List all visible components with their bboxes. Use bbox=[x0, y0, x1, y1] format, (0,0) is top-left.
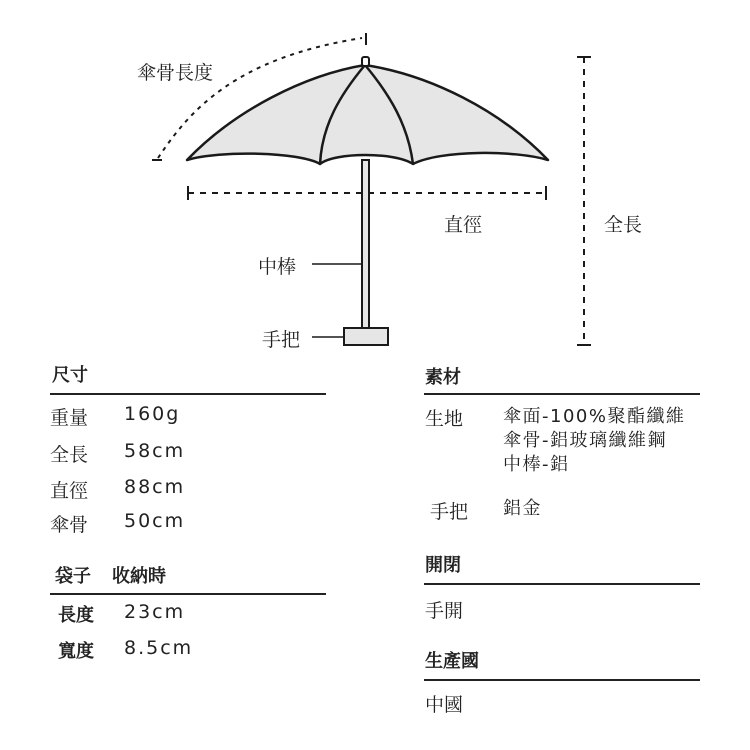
pouch-divider bbox=[50, 593, 326, 595]
shaft-label: 中棒 bbox=[258, 256, 297, 278]
diameter-label: 直徑 bbox=[444, 214, 483, 236]
size-value-length: 58cm bbox=[124, 440, 186, 462]
handle-label: 手把 bbox=[262, 329, 301, 351]
size-key-weight: 重量 bbox=[50, 407, 89, 429]
material-heading: 素材 bbox=[425, 367, 461, 388]
umbrella-canopy bbox=[187, 65, 548, 164]
material-fabric-line-2: 傘骨-鋁玻璃纖維鋼 bbox=[503, 430, 667, 451]
size-heading: 尺寸 bbox=[52, 365, 88, 386]
size-value-weight: 160g bbox=[124, 403, 181, 425]
pouch-key-width: 寬度 bbox=[58, 641, 94, 662]
pouch-heading: 袋子 bbox=[55, 566, 91, 587]
size-key-length: 全長 bbox=[50, 444, 89, 466]
size-value-diameter: 88cm bbox=[124, 476, 186, 498]
opening-value: 手開 bbox=[425, 600, 464, 622]
material-divider bbox=[424, 393, 700, 395]
origin-divider bbox=[424, 679, 700, 681]
pouch-key-length: 長度 bbox=[58, 605, 94, 626]
size-key-rib: 傘骨 bbox=[50, 514, 89, 536]
size-divider bbox=[50, 393, 326, 395]
origin-value: 中國 bbox=[425, 694, 464, 716]
umbrella-tip bbox=[362, 57, 369, 66]
size-value-rib: 50cm bbox=[124, 510, 186, 532]
umbrella-diagram bbox=[0, 0, 750, 360]
total-length-label: 全長 bbox=[604, 214, 643, 236]
pouch-value-length: 23cm bbox=[124, 601, 186, 623]
material-fabric-key: 生地 bbox=[425, 408, 464, 430]
material-fabric-line-3: 中棒-鋁 bbox=[503, 454, 570, 475]
material-handle-key: 手把 bbox=[430, 501, 469, 523]
umbrella-handle bbox=[344, 328, 388, 345]
material-fabric-line-1: 傘面-100%聚酯纖維 bbox=[503, 406, 686, 427]
size-key-diameter: 直徑 bbox=[50, 480, 89, 502]
opening-heading: 開閉 bbox=[425, 555, 461, 576]
rib-length-label: 傘骨長度 bbox=[137, 62, 214, 84]
material-handle-value: 鋁金 bbox=[503, 498, 542, 519]
opening-divider bbox=[424, 583, 700, 585]
pouch-subheading: 收納時 bbox=[112, 566, 166, 587]
origin-heading: 生產國 bbox=[425, 651, 479, 672]
pouch-value-width: 8.5cm bbox=[124, 637, 194, 659]
umbrella-shaft bbox=[362, 160, 369, 330]
